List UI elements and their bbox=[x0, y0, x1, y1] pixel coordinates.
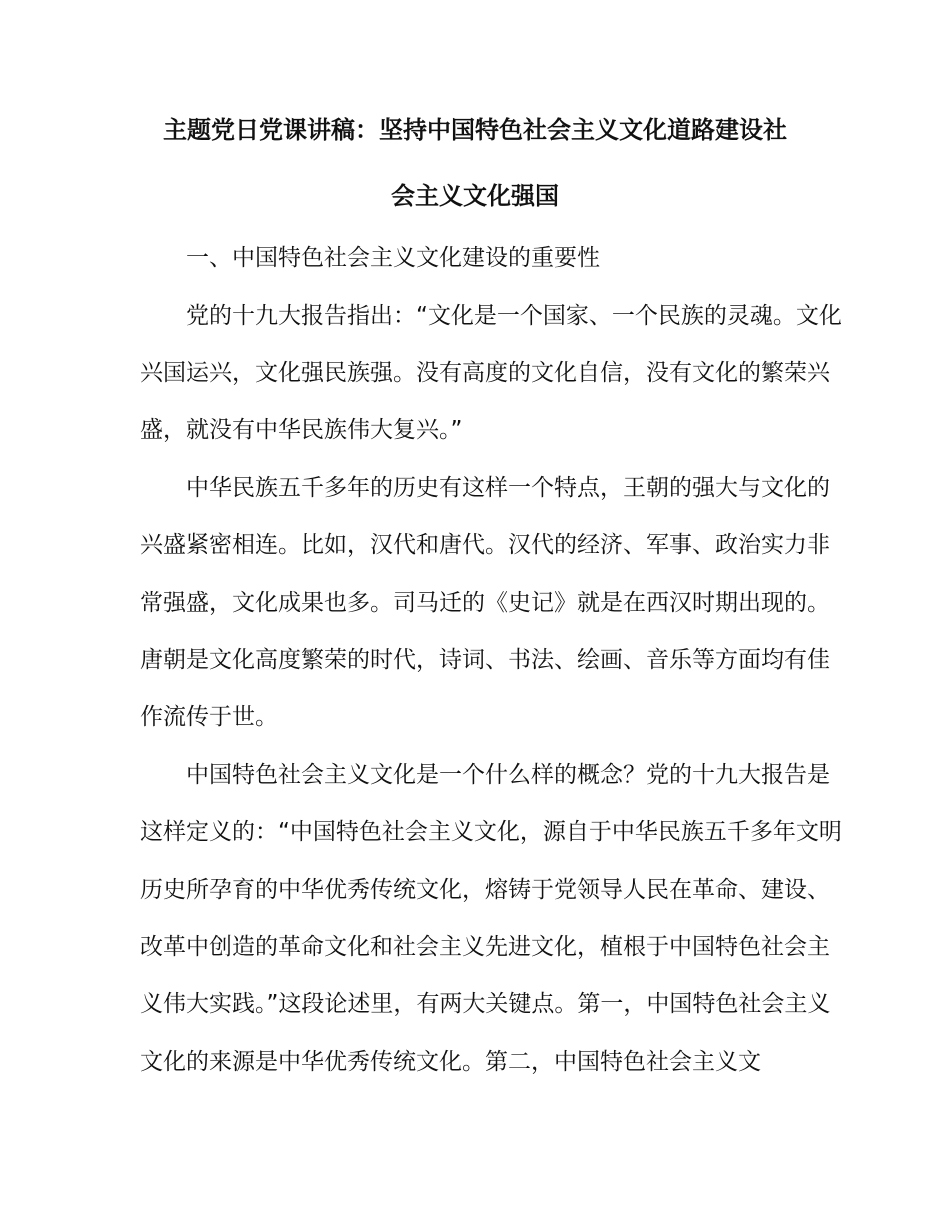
paragraph-line: 盛，就没有中华民族伟大复兴。” bbox=[140, 417, 463, 443]
section-heading: 一、中国特色社会主义文化建设的重要性 bbox=[186, 245, 600, 271]
document-title-line-2: 会主义文化强国 bbox=[391, 182, 559, 210]
paragraph-line: 兴盛紧密相连。比如，汉代和唐代。汉代的经济、军事、政治实力非 bbox=[140, 532, 830, 558]
paragraph-line: 作流传于世。 bbox=[140, 704, 278, 730]
paragraph-line: 文化的来源是中华优秀传统文化。第二，中国特色社会主义文 bbox=[140, 1049, 761, 1075]
document-title-line-1: 主题党日党课讲稿：坚持中国特色社会主义文化道路建设社 bbox=[163, 116, 787, 144]
paragraph-line: 常强盛，文化成果也多。司马迁的《史记》就是在西汉时期出现的。 bbox=[140, 590, 830, 616]
paragraph-line: 中华民族五千多年的历史有这样一个特点，王朝的强大与文化的 bbox=[186, 475, 830, 501]
paragraph-line: 义伟大实践。”这段论述里，有两大关键点。第一，中国特色社会主义 bbox=[140, 991, 831, 1017]
paragraph-line: 这样定义的：“中国特色社会主义文化，源自于中华民族五千多年文明 bbox=[140, 819, 842, 845]
paragraph-line: 党的十九大报告指出：“文化是一个国家、一个民族的灵魂。文化 bbox=[186, 303, 842, 329]
paragraph-line: 改革中创造的革命文化和社会主义先进文化，植根于中国特色社会主 bbox=[140, 934, 830, 960]
paragraph-line: 兴国运兴，文化强民族强。没有高度的文化自信，没有文化的繁荣兴 bbox=[140, 360, 830, 386]
paragraph-line: 中国特色社会主义文化是一个什么样的概念？党的十九大报告是 bbox=[186, 762, 830, 788]
paragraph-line: 唐朝是文化高度繁荣的时代，诗词、书法、绘画、音乐等方面均有佳 bbox=[140, 647, 830, 673]
paragraph-line: 历史所孕育的中华优秀传统文化，熔铸于党领导人民在革命、建设、 bbox=[140, 877, 830, 903]
